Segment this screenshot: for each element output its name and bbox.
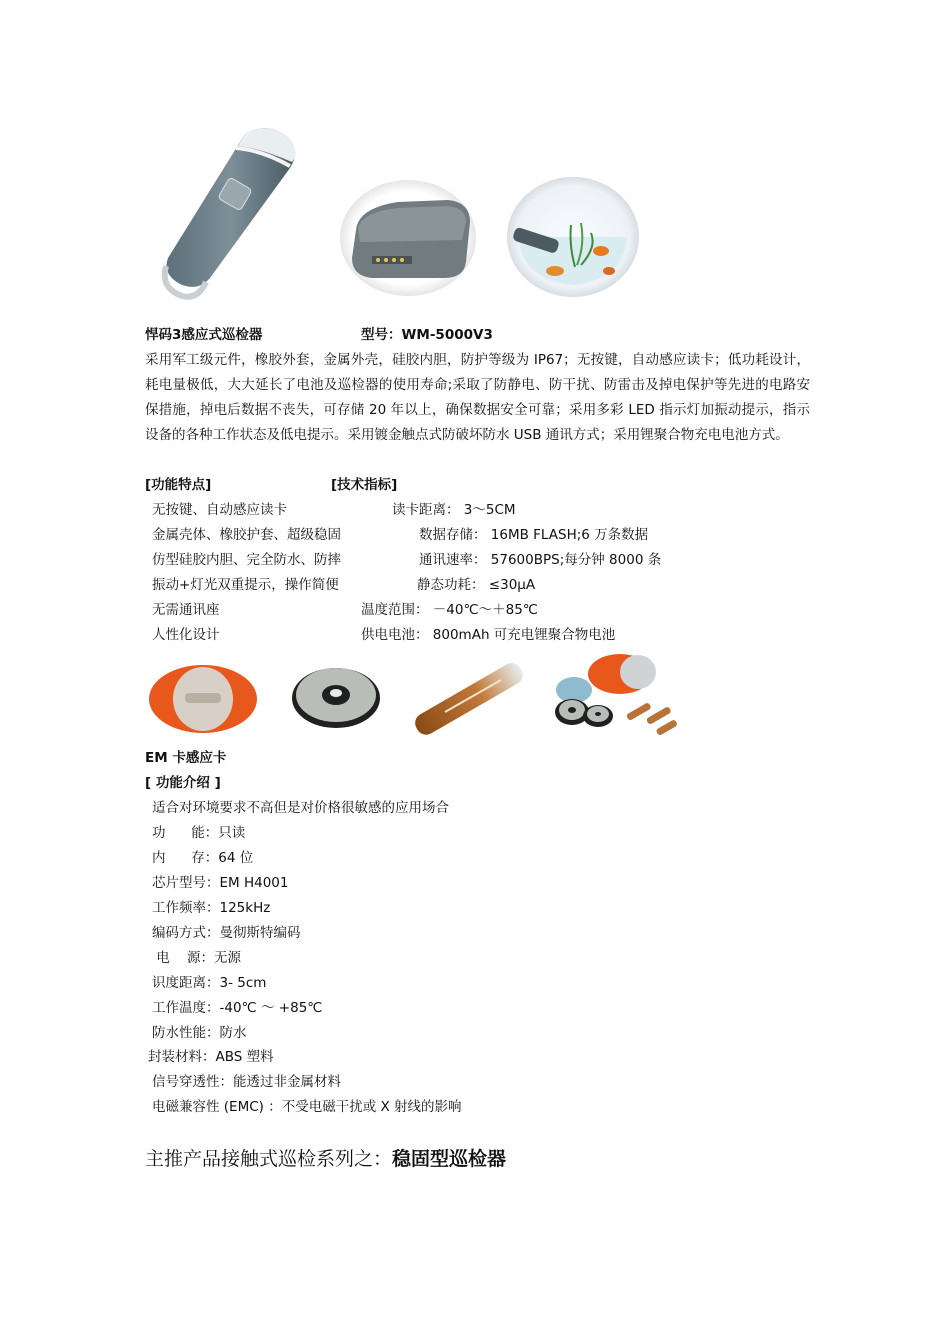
intro-line: 封装材料：ABS 塑料: [148, 1049, 274, 1065]
feature-item: 无需通讯座: [152, 602, 220, 618]
spec-item: 静态功耗： ≤30μA: [417, 577, 536, 593]
disc-tag-image: [291, 662, 381, 730]
intro-line: 功 能：只读: [152, 825, 246, 841]
product1-name: 悍码3感应式巡检器: [145, 327, 263, 343]
intro-line: 适合对环境要求不高但是对价格很敏感的应用场合: [152, 800, 449, 816]
tag-assortment-image: [552, 652, 682, 744]
intro-header: [ 功能介绍 ]: [145, 775, 221, 791]
features-header: [功能特点]: [145, 477, 212, 493]
spec-item: 读卡距离： 3～5CM: [392, 502, 516, 518]
intro-line: 防水性能：防水: [152, 1025, 247, 1041]
intro-line: 芯片型号：EM H4001: [152, 875, 289, 891]
intro-line: 信号穿透性：能透过非金属材料: [152, 1074, 341, 1090]
feature-item: 金属壳体、橡胶护套、超级稳固: [152, 527, 341, 543]
orange-card-image: [147, 662, 259, 736]
spec-item: 数据存储： 16MB FLASH;6 万条数据: [419, 527, 649, 543]
feature-item: 无按键、自动感应读卡: [152, 502, 287, 518]
feature-item: 人性化设计: [152, 627, 220, 643]
product1-model: 型号：WM-5000V3: [361, 327, 493, 343]
intro-line: 工作频率：125kHz: [152, 900, 271, 916]
specs-header: [技术指标]: [331, 477, 398, 493]
intro-line: 工作温度：-40℃ ～ +85℃: [152, 1000, 323, 1016]
feature-item: 仿型硅胶内胆、完全防水、防摔: [152, 552, 341, 568]
product2-name: EM 卡感应卡: [145, 750, 227, 766]
intro-line: 电 源：无源: [152, 950, 241, 966]
intro-line: 识度距离：3- 5cm: [152, 975, 267, 991]
device-contact-closeup-image: [338, 178, 478, 298]
spec-item: 通讯速率： 57600BPS;每分钟 8000 条: [419, 552, 662, 568]
intro-line: 编码方式：曼彻斯特编码: [152, 925, 301, 941]
product1-description: 采用军工级元件，橡胶外套，金属外壳，硅胶内胆，防护等级为 IP67；无按键，自动感应读卡；低功耗设计，耗电量极低，大大延长了电池及巡检器的使用寿命;采取了防静电、防干扰、防雷击及掉电保护等先进的电路安保措施，掉电后数据不丧失，可存储 20 年以上，确保数据安全可靠；采用多彩 LED 指示灯加振动提示，指示设备的各种工作状态及低电提示。采用镀金触点式防破坏防水 USB 通讯方式；采用锂聚合物充电电池方式。: [145, 352, 810, 443]
section-heading: [145, 1144, 506, 1171]
glass-tag-image: [405, 660, 525, 740]
feature-item: 振动+灯光双重提示，操作简便: [152, 577, 339, 593]
patrol-device-image: [150, 120, 310, 300]
intro-line: 电磁兼容性 (EMC) ：不受电磁干扰或 X 射线的影响: [152, 1099, 462, 1115]
spec-item: 供电电池： 800mAh 可充电锂聚合物电池: [361, 627, 616, 643]
spec-item: 温度范围： －40℃～＋85℃: [361, 602, 538, 618]
section-heading-highlight: 稳固型巡检器: [392, 1148, 507, 1170]
fishbowl-waterproof-image: [505, 175, 641, 299]
intro-line: 内 存：64 位: [152, 850, 254, 866]
section-heading-prefix: 主推产品接触式巡检系列之：: [145, 1148, 393, 1170]
